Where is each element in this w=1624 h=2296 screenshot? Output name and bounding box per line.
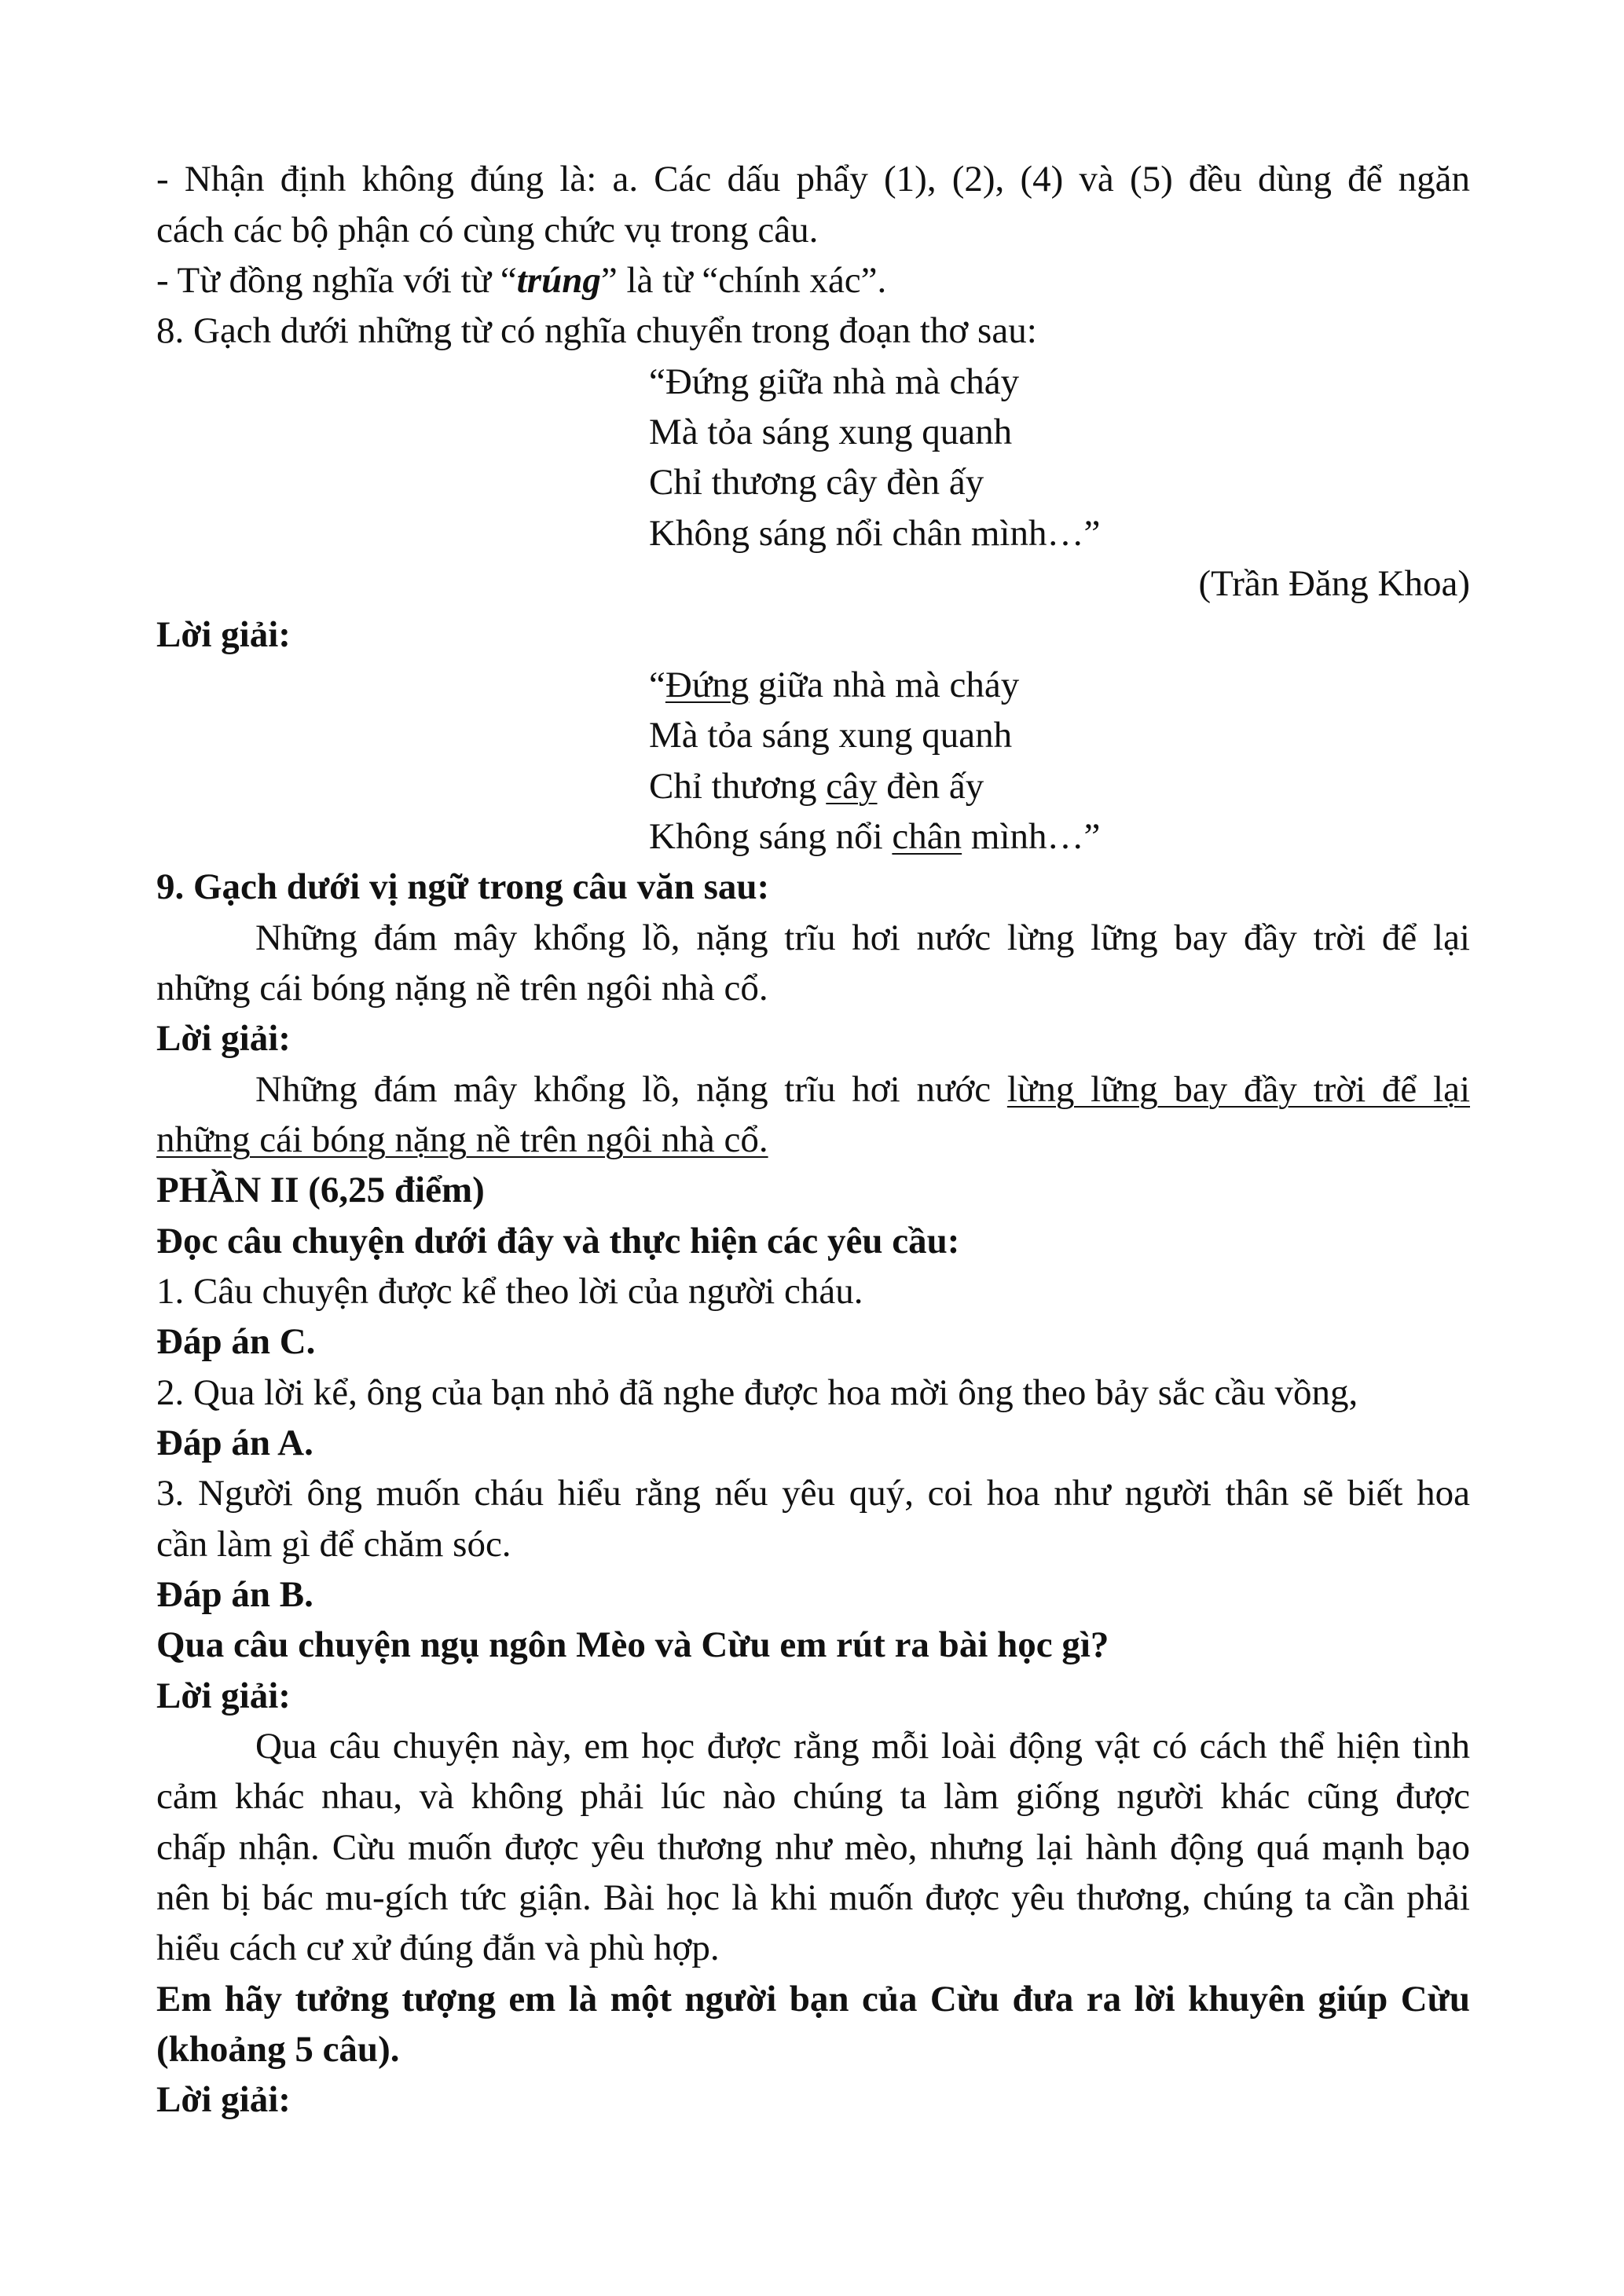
underlined-word: Đứng [665,665,750,705]
text-line: hiểu cách cư xử đúng đắn và phù hợp. [156,1928,720,1968]
answer-poem-line: Không sáng nổi chân mình…” [649,816,1101,857]
underlined-word: cây [826,766,878,807]
question-heading: (khoảng 5 câu). [156,2029,400,2070]
text-line: Qua câu chuyện này, em học được rằng mỗi loài động vật có cách thể hiện tình [255,1726,1470,1767]
predicate-underline: lừng lững bay đầy trời để lại [1006,1069,1471,1110]
answer-key: Đáp án B. [156,1574,313,1615]
section-heading: PHẦN II (6,25 điểm) [156,1170,485,1210]
answer-poem-line: Chỉ thương cây đèn ấy [649,766,984,807]
text-line: cách các bộ phận có cùng chức vụ trong câu. [156,210,819,251]
poem-line: Không sáng nổi chân mình…” [649,513,1101,554]
answer-label: Lời giải: [156,614,291,655]
text-line: 2. Qua lời kể, ông của bạn nhỏ đã nghe được hoa mời ông theo bảy sắc cầu vồng, [156,1372,1358,1413]
answer-poem-line: “Đứng giữa nhà mà cháy [649,665,1020,705]
text-line: cần làm gì để chăm sóc. [156,1524,511,1565]
poem-line: Chỉ thương cây đèn ấy [649,462,984,503]
text-line: chấp nhận. Cừu muốn được yêu thương như mèo, nhưng lại hành động quá mạnh bạo [156,1827,1470,1868]
answer-label: Lời giải: [156,1018,291,1059]
poem-line: Mà tỏa sáng xung quanh [649,412,1013,452]
poem-line: “Đứng giữa nhà mà cháy [649,361,1020,402]
text-line: Những đám mây khổng lồ, nặng trĩu hơi nước lừng lững bay đầy trời để lại [255,1069,1471,1110]
answer-poem-line: Mà tỏa sáng xung quanh [649,715,1013,756]
question-heading: Qua câu chuyện ngụ ngôn Mèo và Cừu em rút ra bài học gì? [156,1624,1109,1665]
text-line [156,1119,1470,1160]
answer-label: Lời giải: [156,1675,291,1716]
question-heading: Em hãy tưởng tượng em là một người bạn của Cừu đưa ra lời khuyên giúp Cừu [156,1979,1470,2020]
question-9: 9. Gạch dưới vị ngữ trong câu văn sau: [156,866,770,907]
text-line: - Nhận định không đúng là: a. Các dấu phẩy (1), (2), (4) và (5) đều dùng để ngăn [156,159,1470,200]
section-instruction: Đọc câu chuyện dưới đây và thực hiện các yêu cầu: [156,1221,960,1262]
text-line: cảm khác nhau, và không phải lúc nào chúng ta làm giống người khác cũng được [156,1776,1470,1817]
text-line: 3. Người ông muốn cháu hiểu rằng nếu yêu quý, coi hoa như người thân sẽ biết hoa [156,1473,1470,1514]
text-line: Những đám mây khổng lồ, nặng trĩu hơi nước lừng lững bay đầy trời để lại [255,917,1470,958]
predicate-underline: những cái bóng nặng nề trên ngôi nhà cổ. [156,1119,768,1160]
answer-key: Đáp án C. [156,1321,316,1362]
underlined-word: chân [892,816,962,857]
emphasis-word: trúng [516,260,601,301]
text-line: những cái bóng nặng nề trên ngôi nhà cổ. [156,968,768,1009]
question-8: 8. Gạch dưới những từ có nghĩa chuyển trong đoạn thơ sau: [156,310,1037,351]
answer-label: Lời giải: [156,2079,291,2120]
answer-key: Đáp án A. [156,1423,313,1463]
poem-author: (Trần Đăng Khoa) [1198,563,1470,604]
text-line: nên bị bác mu-gích tức giận. Bài học là khi muốn được yêu thương, chúng ta cần phải [156,1877,1470,1918]
text-line: - Từ đồng nghĩa với từ “trúng” là từ “chính xác”. [156,260,887,301]
text-line: 1. Câu chuyện được kể theo lời của người cháu. [156,1271,863,1312]
